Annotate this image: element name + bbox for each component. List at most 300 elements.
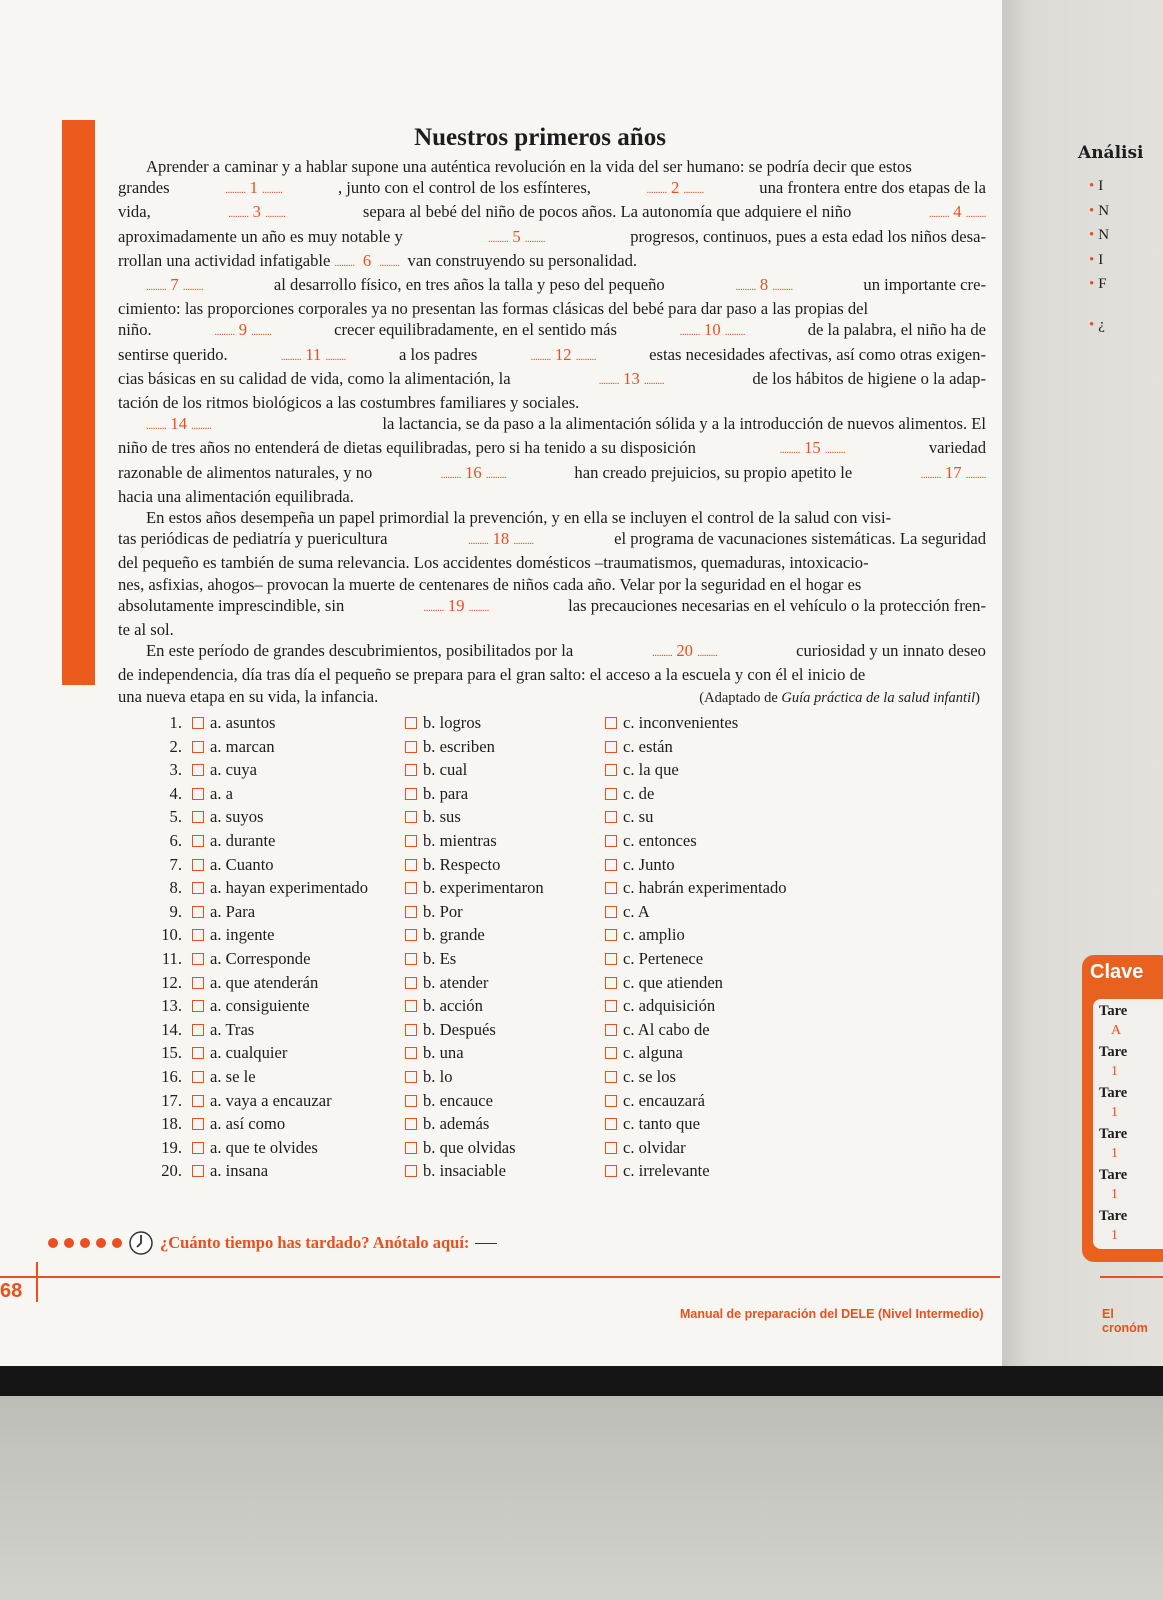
option-c[interactable]: [605, 713, 738, 733]
text-segment: cias básicas en su calidad de vida, como la alimentación, la: [118, 368, 511, 388]
option-label: b. experimentaron: [423, 878, 544, 898]
blank-7[interactable]: [146, 274, 203, 298]
blank-2[interactable]: [647, 177, 704, 201]
text-segment: las precauciones necesarias en el vehículo o la protección fren-: [568, 595, 986, 615]
text-line: [118, 664, 986, 685]
blank-11[interactable]: [281, 344, 346, 368]
option-c[interactable]: [605, 1067, 676, 1087]
text-segment: hacia una alimentación equilibrada.: [118, 486, 354, 506]
option-label: a. asuntos: [210, 713, 276, 732]
bullet-text: I: [1098, 178, 1104, 194]
option-label: b. una: [423, 1043, 464, 1063]
option-b[interactable]: [405, 784, 468, 804]
dot-icon: [64, 1238, 74, 1248]
bullet-icon: •: [1089, 251, 1095, 268]
question-number: 15.: [161, 1043, 182, 1063]
question-number: 14.: [161, 1019, 182, 1039]
option-a[interactable]: [192, 1020, 254, 1040]
checkbox[interactable]: [605, 1118, 617, 1130]
text-segment: crecer equilibradamente, en el sentido más: [334, 320, 617, 340]
blank-5[interactable]: [488, 226, 545, 250]
blank-dots: .........: [325, 350, 346, 363]
checkbox[interactable]: [192, 717, 204, 729]
blank-number: 16: [465, 462, 482, 482]
text-segment: niño.: [118, 320, 152, 340]
option-a[interactable]: [192, 784, 233, 804]
option-b[interactable]: [405, 831, 497, 851]
option-a[interactable]: [192, 737, 275, 757]
option-a[interactable]: [192, 1091, 332, 1111]
dot-icon: [80, 1238, 90, 1248]
question-number: 6.: [169, 831, 182, 850]
blank-dots: .........: [697, 647, 718, 660]
option-c[interactable]: [605, 784, 654, 804]
option-b[interactable]: [405, 996, 483, 1016]
bullet-text: N: [1098, 227, 1110, 243]
checkbox[interactable]: [605, 882, 617, 894]
option-c[interactable]: [605, 831, 697, 851]
answer-key-title: Clave: [1090, 961, 1144, 983]
checkbox[interactable]: [192, 811, 204, 823]
answer-key-value: 1: [1111, 1105, 1118, 1120]
option-c[interactable]: [605, 760, 679, 780]
text-segment: del pequeño es también de suma relevancia. Los accidentes domésticos –traumatismos, quemaduras, intoxicacio-: [118, 553, 869, 573]
option-a[interactable]: [192, 1114, 285, 1134]
checkbox[interactable]: [405, 906, 417, 918]
option-c[interactable]: [605, 1138, 686, 1158]
bullet-icon: •: [1089, 227, 1095, 243]
option-b[interactable]: [405, 1020, 496, 1040]
option-c[interactable]: [605, 1020, 710, 1040]
option-label: b. además: [423, 1114, 490, 1134]
option-c[interactable]: [605, 1043, 683, 1063]
blank-dots: .........: [468, 601, 489, 614]
option-b[interactable]: [405, 925, 485, 945]
checkbox[interactable]: [405, 1047, 417, 1059]
text-line: [118, 250, 641, 274]
blank-1[interactable]: [225, 177, 282, 201]
checkbox[interactable]: [192, 929, 204, 941]
blank-14[interactable]: [146, 413, 211, 437]
question-number: 4.: [169, 783, 182, 803]
option-b[interactable]: [405, 878, 544, 898]
option-label: b. Es: [423, 949, 457, 968]
blank-dots: .........: [280, 350, 302, 363]
blank-dots: .........: [513, 535, 534, 548]
checkbox[interactable]: [605, 811, 617, 823]
question-number: 11.: [161, 949, 182, 968]
option-label: a. que atenderán: [210, 972, 319, 992]
blank-12[interactable]: [531, 344, 596, 368]
option-label: b. encauce: [423, 1090, 494, 1110]
text-segment: , junto con el control de los esfínteres,: [337, 178, 591, 198]
blank-dots: .........: [646, 184, 667, 197]
text-line: [118, 274, 986, 298]
text-segment: van construyendo su personalidad.: [407, 250, 638, 270]
option-c[interactable]: [605, 878, 787, 898]
checkbox[interactable]: [405, 1118, 417, 1130]
text-line: [118, 574, 986, 595]
option-c[interactable]: [605, 1091, 705, 1111]
option-a[interactable]: [192, 949, 310, 969]
text-line: [118, 226, 986, 250]
blank-10[interactable]: [680, 319, 745, 343]
dot-icon: [112, 1238, 122, 1248]
checkbox[interactable]: [605, 977, 617, 989]
option-a[interactable]: [192, 713, 275, 733]
text-line: [118, 507, 986, 528]
question-number: 19.: [161, 1137, 182, 1157]
blank-dots: .........: [214, 326, 235, 339]
option-label: b. logros: [423, 713, 482, 732]
question-number: 16.: [161, 1067, 182, 1086]
bullet-text: ¿: [1098, 316, 1105, 333]
option-label: c. adquisición: [623, 996, 716, 1016]
option-label: c. Pertenece: [623, 949, 704, 968]
blank-8[interactable]: [735, 274, 792, 298]
text-segment: progresos, continuos, pues a esta edad los niños desa-: [630, 226, 986, 246]
option-label: a. a: [210, 783, 234, 803]
blank-18[interactable]: [468, 528, 533, 552]
blank-dots: .........: [779, 444, 800, 457]
text-line: [118, 552, 986, 573]
checkbox[interactable]: [605, 1165, 617, 1177]
checkbox[interactable]: [405, 882, 417, 894]
bullet-text: I: [1098, 251, 1104, 268]
option-a[interactable]: [192, 855, 274, 875]
blank-dots: .........: [965, 468, 986, 481]
blank-3[interactable]: [228, 201, 285, 225]
checkbox[interactable]: [192, 1165, 204, 1177]
option-label: c. encauzará: [623, 1090, 705, 1110]
option-label: a. que te olvides: [210, 1137, 318, 1157]
blank-4[interactable]: [929, 201, 986, 225]
blank-dots: .........: [965, 208, 986, 221]
option-b[interactable]: [405, 1091, 493, 1111]
option-b[interactable]: [405, 1043, 464, 1063]
text-segment: la lactancia, se da paso a la alimentación sólida y a la introducción de nuevos alimentos. El: [382, 414, 986, 434]
option-a[interactable]: [192, 902, 255, 922]
blank-15[interactable]: [780, 437, 845, 461]
question-number: 13.: [161, 996, 182, 1016]
blank-dots: .........: [524, 232, 546, 245]
text-line: [118, 177, 986, 201]
text-segment: Aprender a caminar y a hablar supone una auténtica revolución en la vida del ser humano: se podría decir que estos: [146, 157, 912, 176]
blank-20[interactable]: [652, 640, 717, 664]
option-c[interactable]: [605, 949, 703, 969]
blank-9[interactable]: [214, 319, 271, 343]
option-label: c. que atienden: [623, 972, 723, 992]
checkbox[interactable]: [605, 953, 617, 965]
blank-number: 20: [676, 641, 693, 661]
option-label: a. durante: [210, 831, 276, 850]
blank-number: 13: [623, 368, 640, 388]
checkbox[interactable]: [192, 906, 204, 918]
blank-dots: .........: [724, 326, 746, 339]
blank-number: 6: [362, 250, 372, 270]
blank-dots: .........: [251, 326, 272, 339]
checkbox[interactable]: [192, 1095, 204, 1107]
bullet-item: [1089, 276, 1107, 293]
option-b[interactable]: [405, 1067, 453, 1087]
blank-13[interactable]: [599, 368, 664, 392]
text-segment: tas periódicas de pediatría y puericultura: [118, 529, 388, 549]
checkbox[interactable]: [405, 764, 417, 776]
text-segment: de la palabra, el niño ha de: [807, 320, 986, 340]
option-b[interactable]: [405, 807, 461, 827]
blank-number: 9: [238, 320, 248, 340]
page-number: 68: [0, 1280, 23, 1302]
dot-icon: [96, 1238, 106, 1248]
checkbox[interactable]: [405, 717, 417, 729]
blank-6[interactable]: [334, 250, 403, 274]
option-a[interactable]: [192, 878, 368, 898]
option-label: a. Para: [210, 901, 256, 921]
blank-dots: .........: [423, 601, 444, 614]
checkbox[interactable]: [405, 977, 417, 989]
blank-dots: .........: [228, 208, 249, 221]
checkbox[interactable]: [405, 1165, 417, 1177]
option-label: c. A: [623, 901, 650, 921]
bullet-icon: •: [1089, 276, 1095, 292]
text-segment: el programa de vacunaciones sistemáticas. La seguridad: [614, 529, 986, 549]
checkbox[interactable]: [605, 835, 617, 847]
option-label: a. ingente: [210, 925, 275, 945]
option-label: c. están: [623, 736, 673, 756]
option-c[interactable]: [605, 807, 653, 827]
text-segment: rrollan una actividad infatigable: [118, 250, 331, 270]
option-label: c. se los: [623, 1067, 676, 1086]
checkbox[interactable]: [405, 1000, 417, 1012]
option-a[interactable]: [192, 760, 257, 780]
option-b[interactable]: [405, 1114, 489, 1134]
checkbox[interactable]: [405, 741, 417, 753]
checkbox[interactable]: [605, 1024, 617, 1036]
right-page: [1002, 0, 1163, 1368]
checkbox[interactable]: [192, 1071, 204, 1083]
checkbox[interactable]: [605, 764, 617, 776]
checkbox[interactable]: [405, 929, 417, 941]
option-label: a. Cuanto: [210, 854, 274, 874]
option-c[interactable]: [605, 1114, 700, 1134]
blank-dots: .........: [683, 184, 704, 197]
bullet-icon: •: [1089, 316, 1095, 333]
option-a[interactable]: [192, 973, 318, 993]
text-segment: tación de los ritmos biológicos a las costumbres familiares y sociales.: [118, 393, 580, 413]
option-a[interactable]: [192, 1043, 287, 1063]
question-number: 1.: [169, 713, 182, 732]
blank-number: 14: [170, 414, 187, 434]
checkbox[interactable]: [192, 977, 204, 989]
blank-dots: .........: [679, 326, 700, 339]
blank-dots: .........: [920, 468, 941, 481]
checkbox[interactable]: [405, 811, 417, 823]
blank-dots: .........: [225, 184, 246, 197]
option-c[interactable]: [605, 1161, 710, 1181]
checkbox[interactable]: [605, 1000, 617, 1012]
answer-key-value: 1: [1111, 1064, 1118, 1079]
clock-icon: [128, 1230, 154, 1256]
blank-number: 8: [759, 275, 769, 295]
option-b[interactable]: [405, 855, 500, 875]
text-segment: estas necesidades afectivas, así como otras exigen-: [649, 344, 986, 364]
option-b[interactable]: [405, 973, 488, 993]
option-c[interactable]: [605, 855, 675, 875]
option-label: c. inconvenientes: [623, 713, 739, 732]
checkbox[interactable]: [605, 741, 617, 753]
checkbox[interactable]: [405, 1071, 417, 1083]
question-number: 12.: [161, 972, 182, 992]
checkbox[interactable]: [405, 835, 417, 847]
text-line: [118, 595, 986, 619]
checkbox[interactable]: [192, 764, 204, 776]
option-b[interactable]: [405, 713, 481, 733]
option-b[interactable]: [405, 1161, 506, 1181]
text-segment: separa al bebé del niño de pocos años. La autonomía que adquiere el niño: [362, 202, 852, 222]
question-number: 10.: [161, 925, 182, 945]
option-a[interactable]: [192, 925, 275, 945]
blank-dots: .........: [824, 444, 846, 457]
option-label: a. cuya: [210, 760, 257, 780]
option-label: b. Por: [423, 901, 463, 921]
checkbox[interactable]: [405, 1142, 417, 1154]
option-label: a. marcan: [210, 736, 275, 756]
answer-key-label: Tare: [1099, 1167, 1128, 1183]
option-b[interactable]: [405, 737, 495, 757]
right-footer-text: El cronóm: [1102, 1307, 1148, 1335]
checkbox[interactable]: [405, 1024, 417, 1036]
text-segment: cimiento: las proporciones corporales ya no presentan las formas clásicas del bebé para dar paso a las propias del: [118, 299, 869, 319]
option-label: c. habrán experimentado: [623, 878, 787, 898]
source-citation: [699, 690, 980, 707]
bullet-icon: •: [1089, 202, 1095, 219]
option-a[interactable]: [192, 807, 263, 827]
time-answer-field[interactable]: [475, 1243, 497, 1244]
text-line: [118, 686, 382, 707]
option-a[interactable]: [192, 996, 310, 1016]
option-b[interactable]: [405, 1138, 516, 1158]
checkbox[interactable]: [192, 882, 204, 894]
checkbox[interactable]: [605, 929, 617, 941]
option-label: c. la que: [623, 760, 679, 780]
checkbox[interactable]: [192, 859, 204, 871]
option-label: b. mientras: [423, 831, 497, 850]
scan-edge: [0, 1366, 1163, 1396]
checkbox[interactable]: [605, 1142, 617, 1154]
option-c[interactable]: [605, 737, 673, 757]
option-a[interactable]: [192, 1067, 256, 1087]
option-label: b. atender: [423, 972, 489, 992]
text-segment: han creado prejuicios, su propio apetito le: [574, 462, 853, 482]
text-segment: al desarrollo físico, en tres años la talla y peso del pequeño: [273, 275, 665, 295]
checkbox[interactable]: [605, 906, 617, 918]
bullet-item: [1089, 203, 1109, 220]
checkbox[interactable]: [192, 1000, 204, 1012]
option-label: a. vaya a encauzar: [210, 1090, 332, 1110]
blank-number: 19: [447, 595, 465, 615]
checkbox[interactable]: [192, 1118, 204, 1130]
checkbox[interactable]: [605, 788, 617, 800]
option-a[interactable]: [192, 831, 275, 851]
text-segment: curiosidad y un innato deseo: [796, 641, 986, 661]
text-line: [118, 462, 986, 486]
answer-key-label: Tare: [1099, 1044, 1128, 1060]
option-label: a. Corresponde: [210, 949, 311, 968]
checkbox[interactable]: [192, 788, 204, 800]
checkbox[interactable]: [605, 717, 617, 729]
bullet-item: [1089, 178, 1103, 195]
source-suffix: ): [975, 690, 980, 706]
checkbox[interactable]: [405, 859, 417, 871]
text-segment: una nueva etapa en su vida, la infancia.: [118, 686, 379, 706]
option-label: b. acción: [423, 996, 483, 1016]
checkbox[interactable]: [405, 1095, 417, 1107]
option-c[interactable]: [605, 925, 685, 945]
bullet-item: [1089, 227, 1109, 244]
text-line: [118, 640, 986, 664]
checkbox[interactable]: [405, 788, 417, 800]
text-line: [118, 368, 986, 392]
answer-key-box: [1082, 955, 1163, 1262]
blank-dots: .........: [643, 374, 665, 387]
checkbox[interactable]: [405, 953, 417, 965]
option-c[interactable]: [605, 902, 650, 922]
option-c[interactable]: [605, 996, 715, 1016]
blank-dots: .........: [146, 281, 167, 294]
checkbox[interactable]: [192, 835, 204, 847]
option-b[interactable]: [405, 760, 467, 780]
checkbox[interactable]: [192, 1024, 204, 1036]
checkbox[interactable]: [605, 1047, 617, 1059]
option-label: b. que olvidas: [423, 1137, 516, 1157]
source-prefix: (Adaptado de: [699, 690, 782, 706]
option-c[interactable]: [605, 973, 723, 993]
option-label: b. escriben: [423, 736, 495, 756]
checkbox[interactable]: [192, 1142, 204, 1154]
dot-icon: [48, 1238, 58, 1248]
blank-16[interactable]: [441, 462, 506, 486]
option-label: c. alguna: [623, 1043, 683, 1063]
blank-dots: .........: [182, 281, 204, 294]
checkbox[interactable]: [605, 1095, 617, 1107]
text-line: [118, 156, 986, 177]
option-label: c. Junto: [623, 854, 675, 874]
option-label: c. su: [623, 807, 654, 827]
checkbox[interactable]: [192, 953, 204, 965]
answer-key-value: 1: [1111, 1146, 1118, 1161]
blank-number: 4: [953, 202, 962, 222]
text-segment: niño de tres años no entenderá de dietas equilibradas, pero si ha tenido a su disposición: [118, 438, 696, 458]
checkbox[interactable]: [192, 1047, 204, 1059]
option-label: a. consiguiente: [210, 996, 310, 1016]
text-line: [118, 413, 986, 437]
blank-19[interactable]: [424, 595, 489, 619]
checkbox[interactable]: [192, 741, 204, 753]
blank-dots: .........: [440, 468, 461, 481]
option-a[interactable]: [192, 1161, 268, 1181]
blank-17[interactable]: [921, 462, 986, 486]
blank-dots: .........: [379, 256, 400, 269]
blank-number: 3: [252, 202, 261, 222]
option-b[interactable]: [405, 902, 463, 922]
blank-dots: .........: [575, 350, 596, 363]
question-number: 3.: [169, 760, 182, 780]
option-b[interactable]: [405, 949, 456, 969]
checkbox[interactable]: [605, 859, 617, 871]
option-a[interactable]: [192, 1138, 318, 1158]
checkbox[interactable]: [605, 1071, 617, 1083]
option-label: b. sus: [423, 807, 461, 827]
